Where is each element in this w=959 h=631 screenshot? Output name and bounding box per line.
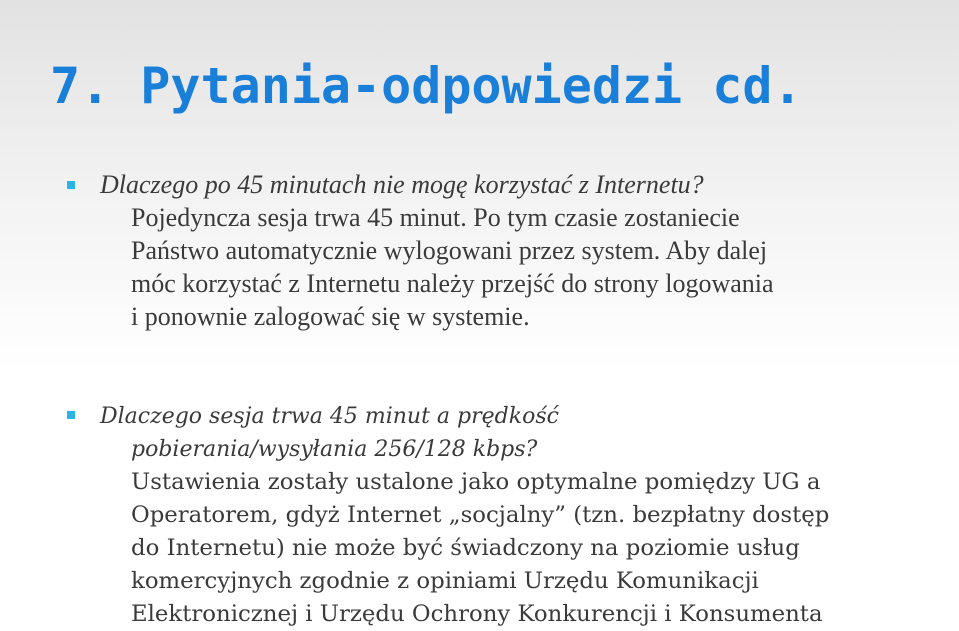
answer-text-line: i ponownie zalogować się w systemie. bbox=[131, 302, 530, 331]
answer-text-line: do Internetu) nie może być świadczony na poziomie usług bbox=[131, 535, 800, 561]
question-text: Dlaczego sesja trwa 45 minut a prędkość bbox=[100, 404, 559, 429]
slide-title: 7. Pytania-odpowiedzi cd. bbox=[50, 57, 803, 115]
answer-text-line: Operatorem, gdyż Internet „socjalny” (tzn. bezpłatny dostęp bbox=[131, 502, 830, 528]
answer-text-line: komercyjnych zgodnie z opiniami Urzędu Komunikacji bbox=[131, 568, 759, 594]
bullet-square-icon bbox=[67, 411, 75, 419]
answer-text-line: Elektronicznej i Urzędu Ochrony Konkurencji i Konsumenta bbox=[131, 601, 823, 627]
question-text: Dlaczego po 45 minutach nie mogę korzystać z Internetu? bbox=[100, 170, 704, 199]
bullet-square-icon bbox=[67, 181, 75, 189]
question-text-line: pobierania/wysyłania 256/128 kbps? bbox=[131, 437, 538, 462]
answer-text-line: Pojedyncza sesja trwa 45 minut. Po tym czasie zostaniecie bbox=[131, 203, 740, 232]
answer-text-line: Ustawienia zostały ustalone jako optymalne pomiędzy UG a bbox=[131, 469, 821, 495]
answer-text-line: Państwo automatycznie wylogowani przez system. Aby dalej bbox=[131, 236, 768, 265]
answer-text-line: móc korzystać z Internetu należy przejść do strony logowania bbox=[131, 269, 774, 298]
